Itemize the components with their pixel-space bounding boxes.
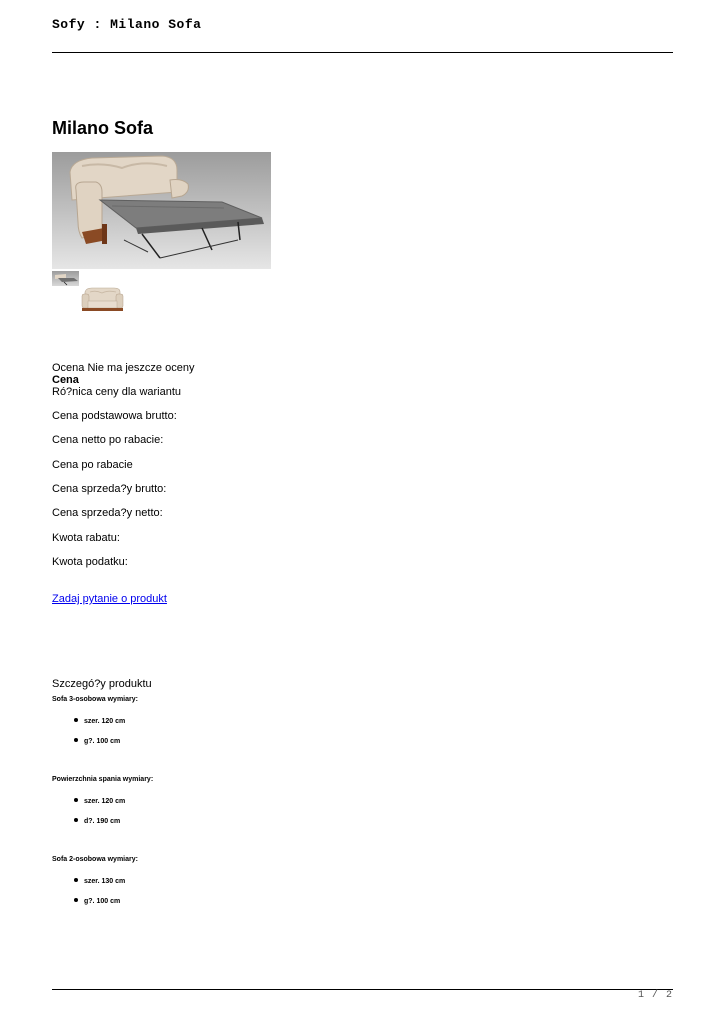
footer-divider xyxy=(52,989,673,990)
price-after-discount: Cena po rabacie xyxy=(52,459,133,471)
price-sale-gross: Cena sprzeda?y brutto: xyxy=(52,483,167,495)
page-number: 1 / 2 xyxy=(637,990,673,1001)
price-sale-net: Cena sprzeda?y netto: xyxy=(52,507,163,519)
price-base-gross: Cena podstawowa brutto: xyxy=(52,410,177,422)
price-net-after-discount: Cena netto po rabacie: xyxy=(52,434,164,446)
price-heading: Cena xyxy=(52,374,79,386)
ask-question-link[interactable]: Zadaj pytanie o produkt xyxy=(52,593,167,605)
list-item: d?. 190 cm xyxy=(74,818,120,825)
list-item: szer. 120 cm xyxy=(74,798,125,805)
sofa-bed-thumbnail-icon xyxy=(52,271,79,286)
sofa-closed-thumbnail-icon xyxy=(80,286,125,313)
group-title-sleeping-area: Powierzchnia spania wymiary: xyxy=(52,776,154,783)
tax-amount: Kwota podatku: xyxy=(52,556,128,568)
product-thumbnail-2[interactable] xyxy=(80,286,125,313)
list-item: szer. 130 cm xyxy=(74,878,125,885)
product-thumbnail-1[interactable] xyxy=(52,271,79,286)
header-divider xyxy=(52,52,673,53)
rating-text: Ocena Nie ma jeszcze oceny xyxy=(52,362,195,374)
document-header-title: Sofy : Milano Sofa xyxy=(52,17,202,32)
product-main-image[interactable] xyxy=(52,152,271,269)
list-item: g?. 100 cm xyxy=(74,898,120,905)
product-title: Milano Sofa xyxy=(52,118,154,138)
list-item: szer. 120 cm xyxy=(74,718,125,725)
details-heading: Szczegó?y produktu xyxy=(52,678,152,690)
group-title-sofa-3: Sofa 3-osobowa wymiary: xyxy=(52,696,138,703)
list-item: g?. 100 cm xyxy=(74,738,120,745)
discount-amount: Kwota rabatu: xyxy=(52,532,120,544)
group-title-sofa-2: Sofa 2-osobowa wymiary: xyxy=(52,856,138,863)
sofa-bed-illustration xyxy=(52,152,271,269)
price-variant-difference: Ró?nica ceny dla wariantu xyxy=(52,386,182,398)
